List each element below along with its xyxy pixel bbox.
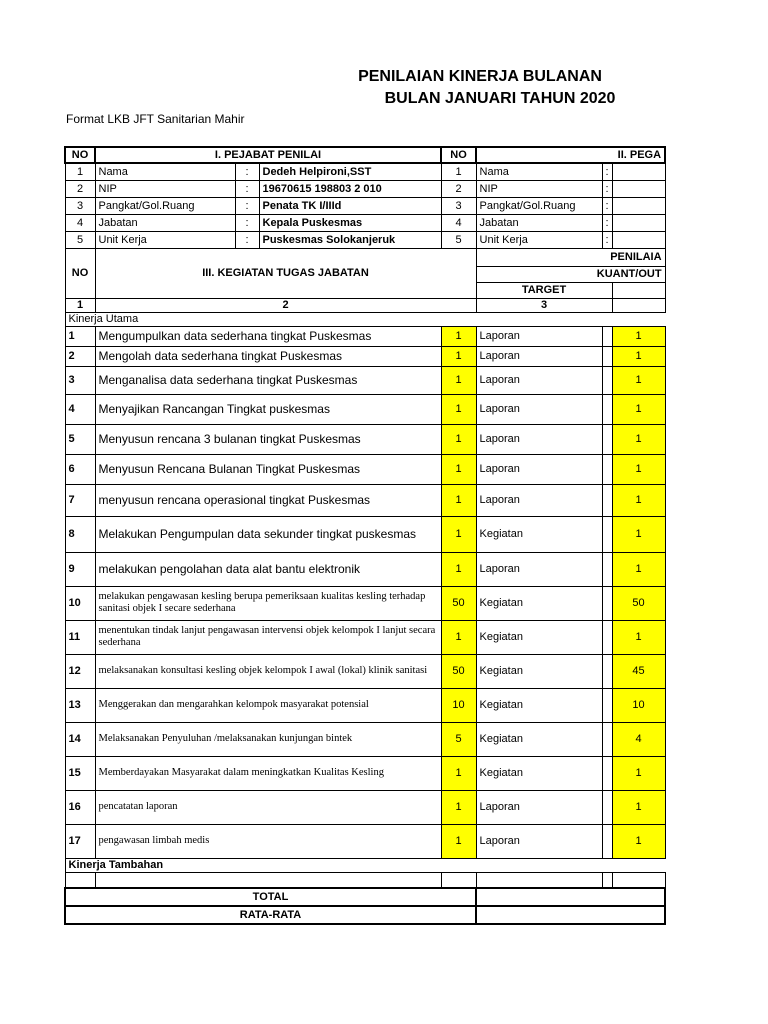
- activity-target: 1: [441, 346, 476, 366]
- identity-separator: :: [235, 163, 259, 180]
- activity-target: 1: [441, 756, 476, 790]
- activity-realisasi: 50: [612, 586, 665, 620]
- activity-description: pengawasan limbah medis: [95, 824, 441, 858]
- header-no-2: NO: [441, 147, 476, 163]
- kuant-header: KUANT/OUT: [476, 266, 665, 282]
- header-row: [65, 147, 665, 163]
- activity-no: 1: [65, 326, 95, 346]
- column-number-3: 3: [476, 298, 612, 312]
- activity-realisasi: 10: [612, 688, 665, 722]
- target-header-blank: [612, 282, 665, 298]
- activity-target: 1: [441, 366, 476, 394]
- blank-cell: [95, 872, 441, 888]
- activity-gap: [602, 366, 612, 394]
- activity-gap: [602, 790, 612, 824]
- activity-realisasi: 1: [612, 756, 665, 790]
- blank-tambahan-row: [65, 872, 665, 888]
- activity-no: 14: [65, 722, 95, 756]
- identity-label-2: Pangkat/Gol.Ruang: [476, 197, 602, 214]
- activity-no: 17: [65, 824, 95, 858]
- activity-unit: Laporan: [476, 366, 602, 394]
- activity-realisasi: 1: [612, 516, 665, 552]
- activity-description: Menggerakan dan mengarahkan kelompok masyarakat potensial: [95, 688, 441, 722]
- activity-no: 6: [65, 454, 95, 484]
- identity-value-2: [612, 163, 665, 180]
- activity-target: 10: [441, 688, 476, 722]
- identity-label-2: NIP: [476, 180, 602, 197]
- activity-target: 1: [441, 552, 476, 586]
- activity-row: [65, 654, 665, 688]
- activity-gap: [602, 484, 612, 516]
- activity-realisasi: 1: [612, 552, 665, 586]
- activity-target: 1: [441, 454, 476, 484]
- identity-label: Unit Kerja: [95, 231, 235, 248]
- identity-row: [65, 214, 665, 231]
- activity-target: 50: [441, 654, 476, 688]
- identity-separator: :: [235, 180, 259, 197]
- blank-cell: [602, 872, 612, 888]
- activity-no: 2: [65, 346, 95, 366]
- activity-row: [65, 790, 665, 824]
- activity-no: 13: [65, 688, 95, 722]
- activity-unit: Kegiatan: [476, 688, 602, 722]
- identity-label: Jabatan: [95, 214, 235, 231]
- activity-description: Memberdayakan Masyarakat dalam meningkatkan Kualitas Kesling: [95, 756, 441, 790]
- identity-no: 3: [65, 197, 95, 214]
- column-number-row: [65, 298, 665, 312]
- identity-value: Kepala Puskesmas: [259, 214, 441, 231]
- identity-no-2: 3: [441, 197, 476, 214]
- activity-unit: Kegiatan: [476, 722, 602, 756]
- activity-description: menentukan tindak lanjut pengawasan intervensi objek kelompok I lanjut secara sederhana: [95, 620, 441, 654]
- identity-label-2: Nama: [476, 163, 602, 180]
- activity-row: [65, 620, 665, 654]
- section3-title: III. KEGIATAN TUGAS JABATAN: [95, 248, 476, 298]
- activity-unit: Laporan: [476, 424, 602, 454]
- identity-no-2: 5: [441, 231, 476, 248]
- kinerja-utama-label: Kinerja Utama: [65, 312, 665, 326]
- identity-no: 2: [65, 180, 95, 197]
- column-number-2: 2: [95, 298, 476, 312]
- kinerja-tambahan-label: Kinerja Tambahan: [65, 858, 665, 872]
- activity-description: Mengumpulkan data sederhana tingkat Puskesmas: [95, 326, 441, 346]
- activity-description: melakukan pengolahan data alat bantu elektronik: [95, 552, 441, 586]
- identity-no-2: 4: [441, 214, 476, 231]
- activity-description: melakukan pengawasan kesling berupa pemeriksaan kualitas kesling terhadap sanitasi objek I secare sederhana: [95, 586, 441, 620]
- target-header: TARGET: [476, 282, 612, 298]
- blank-cell: [476, 872, 602, 888]
- identity-no: 4: [65, 214, 95, 231]
- total-row: [65, 888, 665, 906]
- activity-description: Mengolah data sederhana tingkat Puskesmas: [95, 346, 441, 366]
- activity-gap: [602, 552, 612, 586]
- activity-realisasi: 1: [612, 366, 665, 394]
- identity-value-2: [612, 180, 665, 197]
- assessment-table: [64, 146, 666, 925]
- activity-no: 7: [65, 484, 95, 516]
- identity-separator-2: :: [602, 180, 612, 197]
- activity-unit: Kegiatan: [476, 620, 602, 654]
- identity-separator: :: [235, 197, 259, 214]
- activity-realisasi: 1: [612, 484, 665, 516]
- activity-no: 3: [65, 366, 95, 394]
- total-value: [476, 888, 665, 906]
- activity-unit: Laporan: [476, 790, 602, 824]
- activity-description: Menyusun rencana 3 bulanan tingkat Puskesmas: [95, 424, 441, 454]
- header-pejabat-penilai: I. PEJABAT PENILAI: [95, 147, 441, 163]
- blank-cell: [441, 872, 476, 888]
- identity-value-2: [612, 214, 665, 231]
- header-pegawai: II. PEGA: [476, 147, 665, 163]
- page-subtitle: BULAN JANUARI TAHUN 2020: [384, 90, 616, 107]
- activity-realisasi: 1: [612, 790, 665, 824]
- activity-unit: Laporan: [476, 552, 602, 586]
- identity-label: Pangkat/Gol.Ruang: [95, 197, 235, 214]
- rata-rata-row: [65, 906, 665, 924]
- activity-no: 9: [65, 552, 95, 586]
- activity-no: 12: [65, 654, 95, 688]
- activity-gap: [602, 454, 612, 484]
- identity-label-2: Jabatan: [476, 214, 602, 231]
- activity-target: 1: [441, 484, 476, 516]
- activity-gap: [602, 586, 612, 620]
- format-label: Format LKB JFT Sanitarian Mahir: [66, 112, 245, 126]
- activity-unit: Kegiatan: [476, 654, 602, 688]
- activity-description: Menganalisa data sederhana tingkat Puskesmas: [95, 366, 441, 394]
- activity-row: [65, 484, 665, 516]
- identity-value: 19670615 198803 2 010: [259, 180, 441, 197]
- activity-no: 4: [65, 394, 95, 424]
- activity-gap: [602, 654, 612, 688]
- activity-row: [65, 346, 665, 366]
- activity-realisasi: 1: [612, 620, 665, 654]
- activity-gap: [602, 824, 612, 858]
- activity-unit: Kegiatan: [476, 586, 602, 620]
- activity-row: [65, 366, 665, 394]
- kinerja-tambahan-row: [65, 858, 665, 872]
- identity-no-2: 1: [441, 163, 476, 180]
- activity-target: 1: [441, 424, 476, 454]
- penilaian-header: PENILAIA: [476, 248, 665, 266]
- activity-unit: Laporan: [476, 394, 602, 424]
- activity-gap: [602, 688, 612, 722]
- activity-description: melaksanakan konsultasi kesling objek kelompok I awal (lokal) klinik sanitasi: [95, 654, 441, 688]
- identity-row: [65, 163, 665, 180]
- activity-description: pencatatan laporan: [95, 790, 441, 824]
- identity-separator-2: :: [602, 163, 612, 180]
- identity-separator: :: [235, 231, 259, 248]
- activity-gap: [602, 394, 612, 424]
- activity-gap: [602, 516, 612, 552]
- activity-target: 1: [441, 394, 476, 424]
- blank-cell: [612, 872, 665, 888]
- activity-description: Menyajikan Rancangan Tingkat puskesmas: [95, 394, 441, 424]
- activity-row: [65, 394, 665, 424]
- activity-target: 1: [441, 326, 476, 346]
- activity-description: Menyusun Rencana Bulanan Tingkat Puskesmas: [95, 454, 441, 484]
- identity-row: [65, 180, 665, 197]
- activity-row: [65, 688, 665, 722]
- activity-target: 1: [441, 824, 476, 858]
- activity-unit: Laporan: [476, 824, 602, 858]
- activity-row: [65, 454, 665, 484]
- activity-gap: [602, 722, 612, 756]
- activity-realisasi: 1: [612, 424, 665, 454]
- identity-separator-2: :: [602, 214, 612, 231]
- identity-value-2: [612, 231, 665, 248]
- activity-gap: [602, 326, 612, 346]
- activity-target: 1: [441, 620, 476, 654]
- identity-no-2: 2: [441, 180, 476, 197]
- identity-label: Nama: [95, 163, 235, 180]
- activity-row: [65, 424, 665, 454]
- activity-unit: Laporan: [476, 484, 602, 516]
- activity-realisasi: 1: [612, 824, 665, 858]
- activity-row: [65, 326, 665, 346]
- activity-row: [65, 586, 665, 620]
- identity-value: Penata TK I/IIId: [259, 197, 441, 214]
- identity-value: Dedeh Helpironi,SST: [259, 163, 441, 180]
- page-title: PENILAIAN KINERJA BULANAN: [358, 68, 602, 85]
- total-label: TOTAL: [65, 888, 476, 906]
- activity-gap: [602, 424, 612, 454]
- activity-unit: Kegiatan: [476, 756, 602, 790]
- section3-no: NO: [65, 248, 95, 298]
- activity-realisasi: 1: [612, 346, 665, 366]
- identity-no: 1: [65, 163, 95, 180]
- activity-realisasi: 4: [612, 722, 665, 756]
- identity-value: Puskesmas Solokanjeruk: [259, 231, 441, 248]
- activity-gap: [602, 620, 612, 654]
- identity-label-2: Unit Kerja: [476, 231, 602, 248]
- activity-no: 15: [65, 756, 95, 790]
- identity-separator-2: :: [602, 231, 612, 248]
- column-number-blank: [612, 298, 665, 312]
- identity-separator: :: [235, 214, 259, 231]
- activity-realisasi: 45: [612, 654, 665, 688]
- activity-row: [65, 756, 665, 790]
- column-number-1: 1: [65, 298, 95, 312]
- section3-header-row: [65, 248, 665, 266]
- activity-no: 8: [65, 516, 95, 552]
- activity-unit: Laporan: [476, 346, 602, 366]
- activity-no: 10: [65, 586, 95, 620]
- activity-unit: Laporan: [476, 454, 602, 484]
- activity-row: [65, 516, 665, 552]
- activity-target: 1: [441, 790, 476, 824]
- activity-gap: [602, 756, 612, 790]
- identity-no: 5: [65, 231, 95, 248]
- activity-row: [65, 824, 665, 858]
- blank-cell: [65, 872, 95, 888]
- activity-description: menyusun rencana operasional tingkat Puskesmas: [95, 484, 441, 516]
- kinerja-utama-row: [65, 312, 665, 326]
- identity-label: NIP: [95, 180, 235, 197]
- activity-row: [65, 552, 665, 586]
- identity-value-2: [612, 197, 665, 214]
- activity-target: 50: [441, 586, 476, 620]
- activity-no: 16: [65, 790, 95, 824]
- activity-realisasi: 1: [612, 454, 665, 484]
- assessment-table-container: [64, 146, 662, 946]
- activity-unit: Laporan: [476, 326, 602, 346]
- activity-gap: [602, 346, 612, 366]
- identity-row: [65, 231, 665, 248]
- header-no: NO: [65, 147, 95, 163]
- rata-rata-value: [476, 906, 665, 924]
- activity-target: 1: [441, 516, 476, 552]
- activity-unit: Kegiatan: [476, 516, 602, 552]
- activity-no: 11: [65, 620, 95, 654]
- identity-separator-2: :: [602, 197, 612, 214]
- activity-realisasi: 1: [612, 326, 665, 346]
- activity-description: Melakukan Pengumpulan data sekunder tingkat puskesmas: [95, 516, 441, 552]
- activity-row: [65, 722, 665, 756]
- activity-realisasi: 1: [612, 394, 665, 424]
- activity-description: Melaksanakan Penyuluhan /melaksanakan kunjungan bintek: [95, 722, 441, 756]
- identity-row: [65, 197, 665, 214]
- activity-no: 5: [65, 424, 95, 454]
- rata-rata-label: RATA-RATA: [65, 906, 476, 924]
- activity-target: 5: [441, 722, 476, 756]
